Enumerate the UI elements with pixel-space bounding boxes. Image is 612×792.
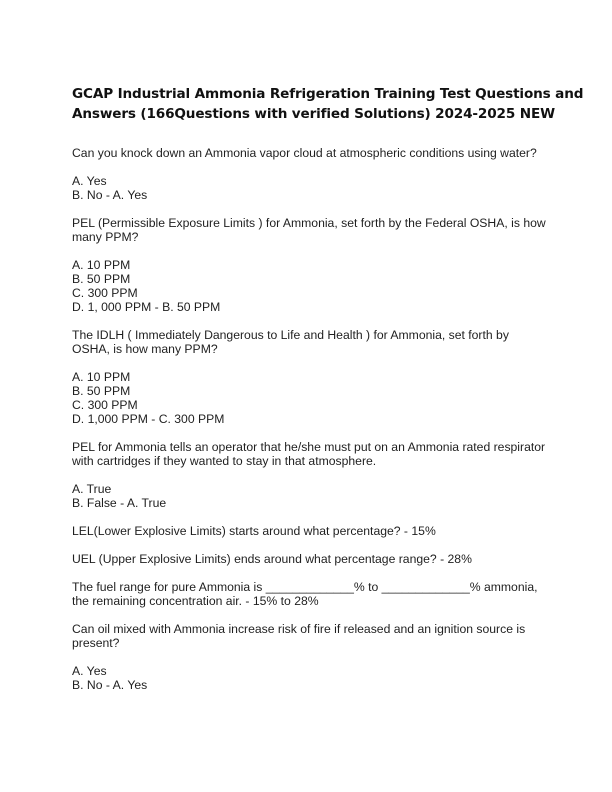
question-text-line: PEL (Permissible Exposure Limits ) for Ammonia, set forth by the Federal OSHA, is how — [72, 216, 546, 230]
question-text-line: OSHA, is how many PPM? — [72, 342, 218, 356]
answer-options — [72, 174, 552, 202]
answer-option: D. 1, 000 PPM - B. 50 PPM — [72, 300, 221, 314]
answer-options — [72, 664, 552, 692]
question-text-line: UEL (Upper Explosive Limits) ends around what percentage range? - 28% — [72, 552, 472, 566]
question-text-line: The IDLH ( Immediately Dangerous to Life and Health ) for Ammonia, set forth by — [72, 328, 509, 342]
question-prompt — [72, 216, 552, 244]
answer-option: C. 300 PPM — [72, 398, 138, 412]
question-text-line: LEL(Lower Explosive Limits) starts around what percentage? - 15% — [72, 524, 436, 538]
answer-option: D. 1,000 PPM - C. 300 PPM — [72, 412, 225, 426]
title-line: GCAP Industrial Ammonia Refrigeration Training Test Questions and — [72, 86, 584, 102]
answer-options — [72, 258, 552, 314]
answer-option: A. Yes — [72, 174, 107, 188]
question-prompt — [72, 524, 552, 538]
question-text-line: The fuel range for pure Ammonia is _____________% to _____________% ammonia, — [72, 580, 538, 594]
answer-options — [72, 370, 552, 426]
question-list — [72, 146, 552, 706]
question-text-line: present? — [72, 636, 120, 650]
question-text-line: Can oil mixed with Ammonia increase risk of fire if released and an ignition source is — [72, 622, 526, 636]
document-title — [72, 84, 584, 124]
question-text-line: Can you knock down an Ammonia vapor cloud at atmospheric conditions using water? — [72, 146, 537, 160]
question-text-line: PEL for Ammonia tells an operator that he/she must put on an Ammonia rated respirator — [72, 440, 546, 454]
answer-option: A. 10 PPM — [72, 258, 131, 272]
answer-option: B. No - A. Yes — [72, 678, 148, 692]
question-text-line: many PPM? — [72, 230, 139, 244]
answer-option: B. No - A. Yes — [72, 188, 148, 202]
answer-option: B. 50 PPM — [72, 272, 131, 286]
question-prompt — [72, 328, 552, 356]
answer-option: B. 50 PPM — [72, 384, 131, 398]
answer-options — [72, 482, 552, 510]
question-prompt — [72, 622, 552, 650]
question-prompt — [72, 440, 552, 468]
question-text-line: the remaining concentration air. - 15% to 28% — [72, 594, 319, 608]
title-line: Answers (166Questions with verified Solutions) 2024-2025 NEW — [72, 106, 555, 122]
answer-option: A. Yes — [72, 664, 107, 678]
answer-option: A. 10 PPM — [72, 370, 131, 384]
question-prompt — [72, 146, 552, 160]
question-prompt — [72, 552, 552, 566]
question-text-line: with cartridges if they wanted to stay in that atmosphere. — [72, 454, 377, 468]
question-prompt — [72, 580, 552, 608]
answer-option: A. True — [72, 482, 112, 496]
answer-option: C. 300 PPM — [72, 286, 138, 300]
answer-option: B. False - A. True — [72, 496, 167, 510]
